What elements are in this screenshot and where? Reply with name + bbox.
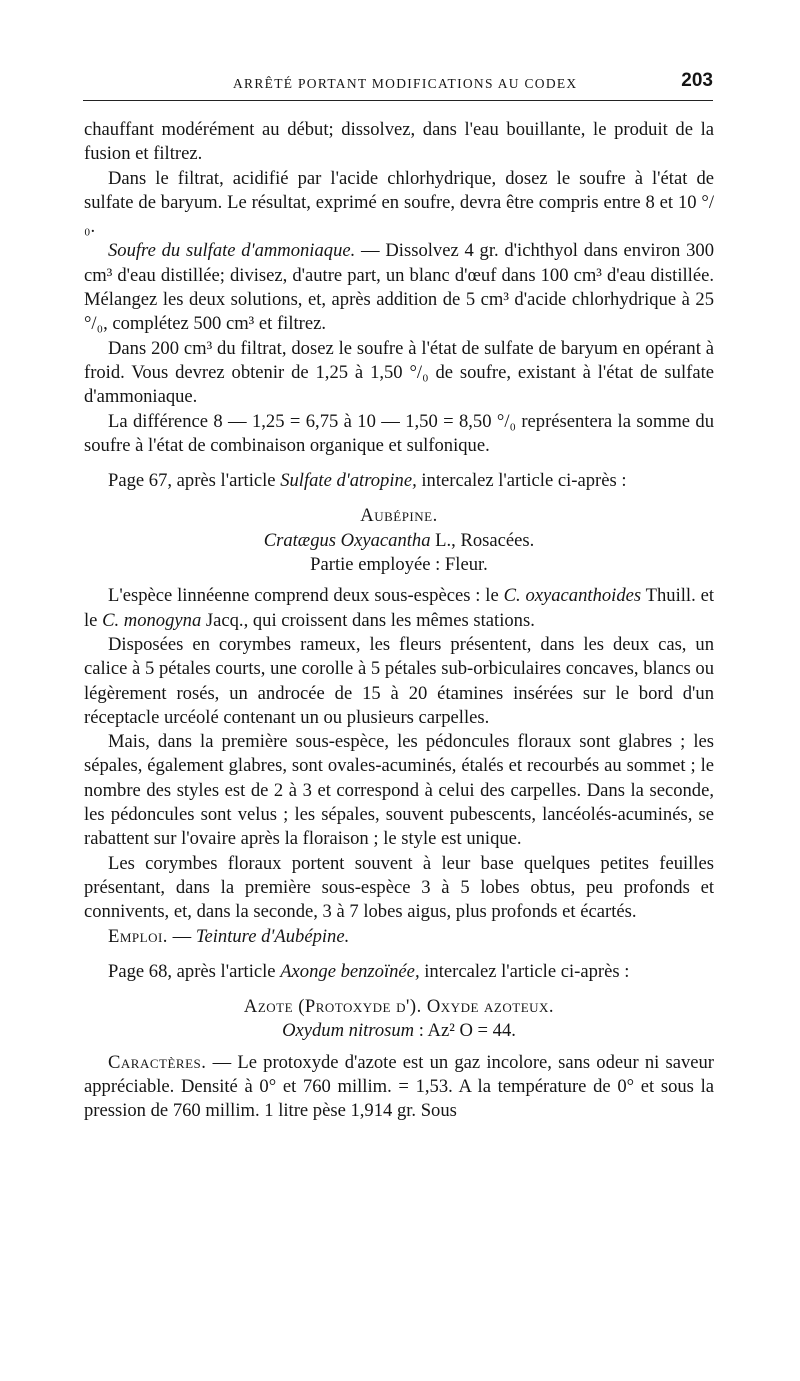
instruction-page-68-start: Page 68, après l'article <box>108 960 281 982</box>
instruction-page-68-end: intercalez l'article ci-après : <box>419 960 630 982</box>
instruction-page-68 <box>84 960 714 984</box>
article-reference-axonge: Axonge benzoïnée, <box>280 960 420 982</box>
latin-name-crataegus: Cratægus Oxyacantha <box>263 529 431 551</box>
paragraph-difference: La différence 8 — 1,25 = 6,75 à 10 — 1,50 = 8,50 °/₀ représentera la somme du soufre à l'état de combinaison organique et sulfonique. <box>84 410 714 456</box>
article-formula-line <box>84 1019 714 1043</box>
paragraph-premiere-sous-espece: Mais, dans la première sous-espèce, les pédoncules floraux sont glabres ; les sépales, également glabres, sont ovales-acuminés, étalés et recourbés au sommet ; le nombre des styles est de 2 à 3 et correspond à celui des carpelles. Dans la seconde, les pédoncules sont velus ; les sépales, souvent pubescents, lancéolés-acuminés, se rabattent sur l'ovaire après la floraison ; le style est unique. <box>84 731 714 850</box>
header-rule <box>83 100 713 101</box>
paragraph-corymbes: Disposées en corymbes rameux, les fleurs présentent, dans les deux cas, un calice à 5 pétales courts, une corolle à 5 pétales sub-orbiculaires concaves, blancs ou légèrement rosés, un androcée de 15 à 20 étamines insérées sur le bord d'un réceptacle urcéolé contenant un ou plusieurs carpelles. <box>84 633 714 728</box>
paragraph-sous-especes-b: Thuill. et le <box>84 585 714 631</box>
paragraph-feuilles: Les corymbes floraux portent souvent à leur base quelques petites feuilles présentant, dans la première sous-espèce 3 à 5 lobes obtus, peu profonds et connivents, et, dans la seconde, 3 à 7 lobes aigus, plus profonds et écartés. <box>84 852 714 923</box>
instruction-page-67 <box>84 469 714 493</box>
species-monogyna: C. monogyna <box>102 609 202 631</box>
paragraph-soufre-sulfate-text: — Dissolvez 4 gr. d'ichthyol dans environ 300 cm³ d'eau distillée; divisez, d'autre part, un blanc d'œuf dans 100 cm³ d'eau distillée. Mélangez les deux solutions, et, après addition de 5 cm³ d'acide chlorhydrique à 25 °/₀, complétez 500 cm³ et filtrez. <box>84 240 714 335</box>
article-reference-sulfate-atropine: Sulfate d'atropine, <box>280 470 417 492</box>
chemical-formula: : Az² O = 44. <box>414 1020 516 1042</box>
paragraph-filtrat: Dans le filtrat, acidifié par l'acide chlorhydrique, dosez le soufre à l'état de sulfate de baryum. Le résultat, exprimé en soufre, devra être compris entre 8 et 10 °/₀. <box>84 167 714 238</box>
label-emploi: Emploi. <box>108 925 168 947</box>
family-name: L., Rosacées. <box>430 529 535 551</box>
paragraph-caracteres <box>84 1051 714 1124</box>
emploi-dash: — <box>167 925 196 947</box>
paragraph-emploi <box>84 925 714 949</box>
paragraph-sous-especes <box>84 584 714 633</box>
running-header <box>83 70 713 100</box>
paragraph-dosage: Dans 200 cm³ du filtrat, dosez le soufre à l'état de sulfate de baryum en opérant à froid. Vous devrez obtenir de 1,25 à 1,50 °/₀ de soufre, existant à l'état de sulfate d'ammoniaque. <box>84 337 714 408</box>
paragraph-caracteres-text: — Le protoxyde d'azote est un gaz incolore, sans odeur ni saveur appréciable. Densité à 0° et 760 millim. = 1,53. A la température de 0° et sous la pression de 760 millim. 1 litre pèse 1,914 gr. Sous <box>84 1051 714 1122</box>
paragraph-continuation: chauffant modérément au début; dissolvez, dans l'eau bouillante, le produit de la fusion et filtrez. <box>84 119 714 165</box>
instruction-page-67-end: intercalez l'article ci-après : <box>416 470 627 492</box>
running-title: ARRÊTÉ PORTANT MODIFICATIONS AU CODEX <box>233 76 578 91</box>
instruction-page-67-start: Page 67, après l'article <box>108 470 281 492</box>
body-text <box>84 118 714 1124</box>
article-heading-azote: Azote (Protoxyde d'). Oxyde azoteux. <box>243 996 555 1018</box>
emploi-value: Teinture d'Aubépine. <box>195 925 350 947</box>
latin-name-oxydum: Oxydum nitrosum <box>282 1020 415 1042</box>
paragraph-sous-especes-a: L'espèce linnéenne comprend deux sous-espèces : le <box>108 585 504 607</box>
species-oxyacanthoides: C. oxyacanthoides <box>503 585 642 607</box>
part-used-line: Partie employée : Fleur. <box>310 554 488 576</box>
article-heading-aubepine: Aubépine. <box>360 505 438 527</box>
article-latin-name-line <box>84 529 714 553</box>
label-caracteres: Caractères. <box>108 1051 207 1073</box>
paragraph-sous-especes-c: Jacq., qui croissent dans les mêmes stations. <box>201 609 535 631</box>
page-number: 203 <box>681 70 713 91</box>
paragraph-soufre-sulfate <box>84 239 714 336</box>
subheading-soufre-sulfate: Soufre du sulfate d'ammoniaque. <box>108 240 356 262</box>
